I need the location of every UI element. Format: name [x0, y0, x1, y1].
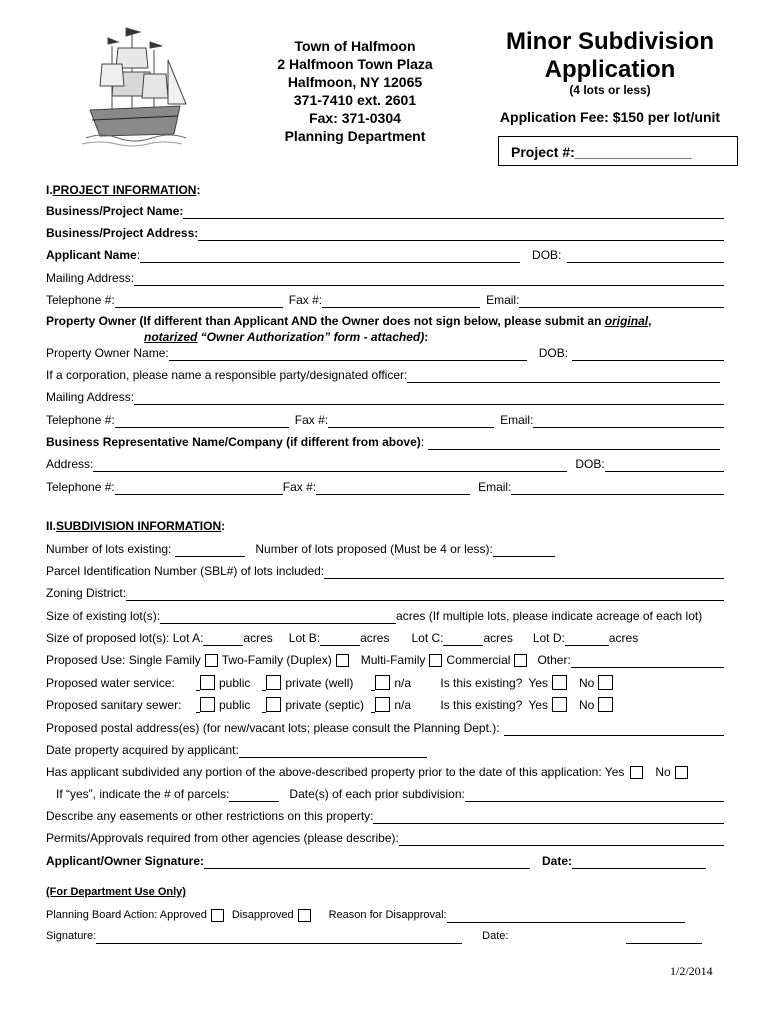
section2-heading: II. SUBDIVISION INFORMATION : — [46, 519, 226, 533]
applicant-signature-field[interactable] — [204, 855, 530, 869]
department-use-heading: (For Department Use Only) — [46, 886, 186, 898]
town-city: Halfmoon, NY 12065 — [287, 74, 423, 90]
business-rep-row: Business Representative Name/Company (if different from above) : — [46, 430, 724, 450]
lot-b-label: Lot B: — [288, 631, 321, 645]
water-yes-label: Yes — [528, 676, 548, 690]
water-na-checkbox[interactable] — [375, 675, 390, 690]
postal-field[interactable] — [504, 722, 724, 736]
owner-dob-field[interactable] — [572, 347, 724, 361]
dept-signature-row — [46, 924, 724, 944]
owner-contact-row — [46, 408, 724, 428]
water-no-checkbox[interactable] — [598, 675, 613, 690]
applicant-dob-field[interactable] — [567, 249, 724, 263]
owner-telephone-field[interactable] — [115, 414, 289, 428]
signature-date-label: Date: — [542, 854, 573, 868]
town-fax: Fax: 371-0304 — [309, 110, 401, 126]
size-existing-note: acres (If multiple lots, please indicate acreage of each lot) — [396, 609, 703, 623]
water-label: Proposed water service: — [46, 676, 175, 690]
business-name-field[interactable] — [183, 205, 724, 219]
rep-address-label: Address: — [46, 457, 94, 471]
date-acquired-row — [46, 738, 724, 758]
owner-name-field[interactable] — [169, 347, 527, 361]
rep-dob-field[interactable] — [605, 458, 724, 472]
board-disapproved-label: Disapproved — [231, 909, 294, 921]
owner-mailing-row — [46, 385, 724, 405]
subdivided-no-checkbox[interactable] — [675, 766, 688, 779]
sanitary-public-checkbox[interactable] — [200, 697, 215, 712]
signature-row — [46, 849, 724, 869]
project-number-box[interactable] — [498, 136, 738, 166]
applicant-email-label: Email: — [486, 293, 520, 307]
parcel-id-field[interactable] — [324, 565, 724, 579]
project-number-label: Project #:_______________ — [511, 144, 692, 160]
applicant-row: Applicant Name : DOB: — [46, 243, 724, 263]
owner-dob-label: DOB: — [538, 346, 569, 360]
subdivided-yes-checkbox[interactable] — [630, 766, 643, 779]
easements-label: Describe any easements or other restrictions on this property: — [46, 809, 374, 823]
business-name-label: Business/Project Name: — [46, 204, 184, 218]
applicant-fax-field[interactable] — [322, 294, 480, 308]
proposed-use-row — [46, 648, 724, 668]
business-address-field[interactable] — [198, 227, 724, 241]
other-use-field[interactable] — [571, 654, 724, 668]
business-rep-label: Business Representative Name/Company (if different from above) — [46, 435, 421, 449]
prior-dates-field[interactable] — [465, 788, 724, 802]
water-public-label: public — [219, 676, 251, 690]
sanitary-public-label: public — [219, 698, 251, 712]
applicant-mailing-label: Mailing Address: — [46, 271, 135, 285]
water-well-checkbox[interactable] — [266, 675, 281, 690]
two-family-checkbox[interactable] — [336, 654, 349, 667]
applicant-mailing-row — [46, 266, 724, 286]
town-department: Planning Department — [284, 128, 426, 144]
water-no-label: No — [578, 676, 595, 690]
multi-family-label: Multi-Family — [360, 653, 426, 667]
postal-label: Proposed postal address(es) (for new/vacant lots; please consult the Planning Dept.): — [46, 721, 500, 735]
revision-date: 1/2/2014 — [670, 964, 713, 978]
rep-fax-field[interactable] — [316, 481, 470, 495]
business-address-label: Business/Project Address: — [46, 226, 199, 240]
board-approved-label: Planning Board Action: Approved — [46, 909, 207, 921]
zoning-label: Zoning District: — [46, 586, 127, 600]
disapproval-reason-label: Reason for Disapproval: — [328, 909, 447, 921]
sanitary-no-label: No — [578, 698, 595, 712]
board-action-row — [46, 903, 724, 923]
section1-title: PROJECT INFORMATION — [52, 183, 197, 197]
sanitary-existing-label: Is this existing? — [440, 698, 523, 712]
sanitary-na-checkbox[interactable] — [375, 697, 390, 712]
owner-name-row — [46, 341, 724, 361]
subdivided-no-label: No — [655, 765, 671, 779]
rep-telephone-field[interactable] — [115, 481, 283, 495]
rep-fax-label: Fax #: — [282, 480, 317, 494]
town-address — [250, 37, 460, 145]
sanitary-no-checkbox[interactable] — [598, 697, 613, 712]
business-name-row — [46, 199, 724, 219]
rep-email-label: Email: — [478, 480, 512, 494]
town-name: Town of Halfmoon — [294, 38, 416, 54]
rep-address-field[interactable] — [93, 458, 567, 472]
permits-field[interactable] — [399, 832, 724, 846]
lot-d-field[interactable] — [565, 632, 609, 646]
lot-d-label: Lot D: — [532, 631, 565, 645]
business-rep-field[interactable] — [428, 436, 720, 450]
permits-row — [46, 826, 724, 846]
single-family-label: Proposed Use: Single Family — [46, 653, 201, 667]
lot-a-field[interactable] — [203, 632, 243, 646]
size-existing-field[interactable] — [160, 610, 396, 624]
applicant-contact-row — [46, 288, 724, 308]
size-proposed-row: Size of proposed lot(s): Lot A: acres Lot B: acres Lot C: acres Lot D: acres — [46, 631, 639, 645]
prior-dates-label: Date(s) of each prior subdivision: — [289, 787, 465, 801]
owner-telephone-label: Telephone #: — [46, 413, 115, 427]
sanitary-label: Proposed sanitary sewer: — [46, 698, 182, 712]
owner-fax-label: Fax #: — [294, 413, 329, 427]
sanitary-septic-checkbox[interactable] — [266, 697, 281, 712]
rep-address-row — [46, 452, 724, 472]
water-public-checkbox[interactable] — [200, 675, 215, 690]
ship-logo — [82, 24, 190, 148]
owner-mailing-field[interactable] — [134, 391, 724, 405]
water-existing-label: Is this existing? — [440, 676, 523, 690]
sanitary-yes-label: Yes — [528, 698, 548, 712]
sanitary-na-label: n/a — [394, 698, 412, 712]
corporation-field[interactable] — [407, 369, 720, 383]
lot-c-field[interactable] — [443, 632, 483, 646]
applicant-mailing-field[interactable] — [134, 272, 724, 286]
form-subtitle: (4 lots or less) — [569, 83, 651, 97]
applicant-dob-label: DOB: — [532, 248, 562, 262]
applicant-name-field[interactable] — [140, 249, 520, 263]
postal-row — [46, 716, 724, 736]
lot-c-label: Lot C: — [411, 631, 444, 645]
business-address-row — [46, 221, 724, 241]
signature-date-field[interactable] — [572, 855, 706, 869]
prior-subdivision-row — [56, 782, 724, 802]
parcels-count-field[interactable] — [229, 788, 279, 802]
size-existing-row — [46, 604, 724, 624]
easements-field[interactable] — [373, 810, 724, 824]
lots-proposed-field[interactable] — [493, 543, 555, 557]
zoning-row — [46, 581, 724, 601]
owner-email-label: Email: — [500, 413, 534, 427]
owner-email-field[interactable] — [533, 414, 724, 428]
date-acquired-label: Date property acquired by applicant: — [46, 743, 239, 757]
two-family-label: Two-Family (Duplex) — [221, 653, 332, 667]
single-family-checkbox[interactable] — [205, 654, 218, 667]
water-well-label: private (well) — [285, 676, 354, 690]
town-street: 2 Halfmoon Town Plaza — [277, 56, 433, 72]
sanitary-yes-checkbox[interactable] — [552, 697, 567, 712]
section1-heading: I. PROJECT INFORMATION : — [46, 183, 201, 197]
applicant-telephone-field[interactable] — [115, 294, 283, 308]
easements-row — [46, 804, 724, 824]
parcel-id-label: Parcel Identification Number (SBL#) of lots included: — [46, 564, 325, 578]
applicant-name-label: Applicant Name — [46, 248, 137, 262]
town-phone: 371-7410 ext. 2601 — [293, 92, 417, 108]
subdivided-question: Has applicant subdivided any portion of the above-described property prior to the date of this application: Yes — [46, 765, 625, 779]
dept-signature-field[interactable] — [96, 930, 462, 944]
owner-name-label: Property Owner Name: — [46, 346, 169, 360]
applicant-signature-label: Applicant/Owner Signature: — [46, 854, 205, 868]
corporation-label: If a corporation, please name a responsible party/designated officer: — [46, 368, 408, 382]
zoning-field[interactable] — [126, 587, 724, 601]
commercial-checkbox[interactable] — [514, 654, 527, 667]
lot-a-label: Size of proposed lot(s): Lot A: — [46, 631, 204, 645]
owner-mailing-label: Mailing Address: — [46, 390, 135, 404]
multi-family-checkbox[interactable] — [429, 654, 442, 667]
applicant-email-field[interactable] — [519, 294, 724, 308]
owner-fax-field[interactable] — [328, 414, 494, 428]
disapproval-reason-field[interactable] — [447, 909, 685, 923]
commercial-label: Commercial — [446, 653, 511, 667]
lot-b-field[interactable] — [320, 632, 360, 646]
rep-contact-row — [46, 475, 724, 495]
size-existing-label: Size of existing lot(s): — [46, 609, 161, 623]
lots-existing-field[interactable] — [175, 543, 245, 557]
board-approved-checkbox[interactable] — [211, 909, 224, 922]
property-owner-note: Property Owner (If different than Applicant AND the Owner does not sign below, please submit an original, notarized “Owner Authorization” form - attached): — [46, 314, 652, 344]
water-row — [46, 671, 724, 691]
water-na-label: n/a — [394, 676, 412, 690]
form-title-line1: Minor Subdivision — [506, 28, 714, 55]
board-disapproved-checkbox[interactable] — [298, 909, 311, 922]
other-use-label: Other: — [537, 653, 571, 667]
parcels-count-label: If “yes”, indicate the # of parcels: — [56, 787, 230, 801]
dept-signature-label: Signature: — [46, 930, 97, 942]
lots-row — [46, 537, 724, 557]
dept-date-label: Date: — [482, 930, 509, 942]
form-title-line2: Application — [544, 56, 676, 83]
corporation-row — [46, 363, 724, 383]
rep-dob-label: DOB: — [575, 457, 605, 471]
applicant-fax-label: Fax #: — [288, 293, 323, 307]
section2-title: SUBDIVISION INFORMATION — [56, 519, 222, 533]
subdivided-row — [46, 760, 724, 780]
application-fee: Application Fee: $150 per lot/unit — [499, 109, 721, 125]
dept-date-field[interactable] — [626, 930, 702, 944]
sanitary-row — [46, 693, 724, 713]
applicant-telephone-label: Telephone #: — [46, 293, 115, 307]
lots-existing-label: Number of lots existing: — [46, 542, 172, 556]
date-acquired-field[interactable] — [239, 744, 427, 758]
rep-email-field[interactable] — [511, 481, 724, 495]
lots-proposed-label: Number of lots proposed (Must be 4 or less): — [255, 542, 493, 556]
permits-label: Permits/Approvals required from other agencies (please describe): — [46, 831, 399, 845]
parcel-row — [46, 559, 724, 579]
rep-telephone-label: Telephone #: — [46, 480, 115, 494]
water-yes-checkbox[interactable] — [552, 675, 567, 690]
sanitary-septic-label: private (septic) — [285, 698, 365, 712]
